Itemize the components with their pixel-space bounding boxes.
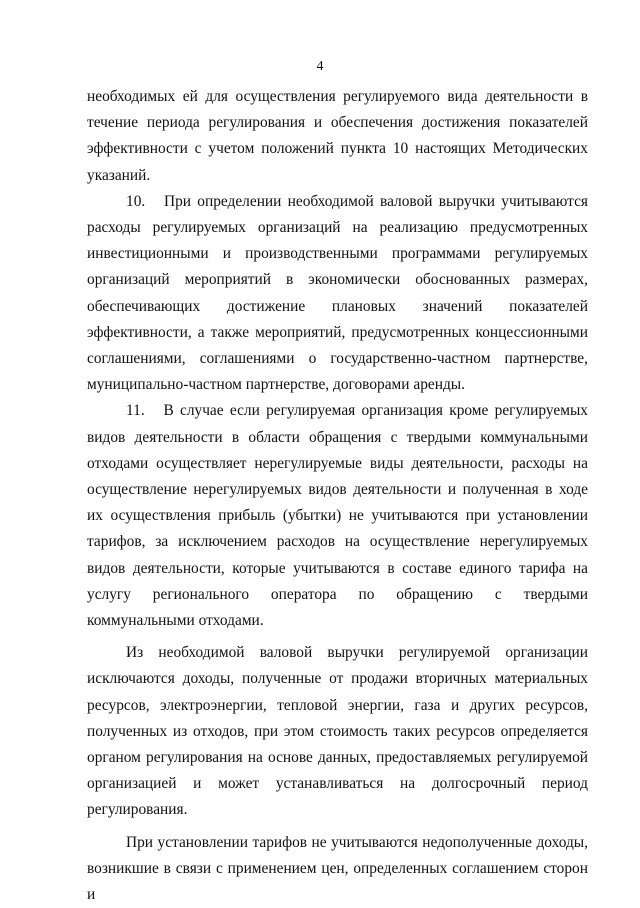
paragraph-tariff-setting: При установлении тарифов не учитываются недополученные доходы, возникшие в связи с применением цен, определенных соглашением сторон и [87,833,588,904]
paragraph-item-11: 11. В случае если регулируемая организация кроме регулируемых видов деятельности в области обращения с твердыми коммунальными отходами осуществляет нерегулируемые виды деятельности, расходы на осуществление нерегулируемых видов деятельности и полученная в ходе их осуществления прибыль (убытки) не учитываются при установлении тарифов, за исключением расходов на осуществление нерегулируемых видов деятельности, которые учитываются в составе единого тарифа на услугу регионального оператора по обращению с твердыми коммунальными отходами. [87,402,588,630]
document-body [87,84,588,908]
paragraph-item-10: 10. При определении необходимой валовой выручки учитываются расходы регулируемых организаций на реализацию предусмотренных инвестиционными и производственными программами регулируемых организаций мероприятий в экономически обоснованных размерах, обеспечивающих достижение плановых значений показателей эффективности, а также мероприятий, предусмотренных концессионными соглашениями, соглашениями о государственно-частном партнерстве, муниципально-частном партнерстве, договорами аренды. [87,192,588,394]
paragraph-revenue-exclusions: Из необходимой валовой выручки регулируемой организации исключаются доходы, полученные от продажи вторичных материальных ресурсов, электроэнергии, тепловой энергии, газа и других ресурсов, полученных из отходов, при этом стоимость таких ресурсов определяется органом регулирования на основе данных, предоставляемых регулируемой организацией и может устанавливаться на долгосрочный период регулирования. [87,644,588,819]
paragraph-continuation: необходимых ей для осуществления регулируемого вида деятельности в течение периода регулирования и обеспечения достижения показателей эффективности с учетом положений пункта 10 настоящих Методических указаний. [87,88,588,184]
page-number: 4 [316,59,324,74]
